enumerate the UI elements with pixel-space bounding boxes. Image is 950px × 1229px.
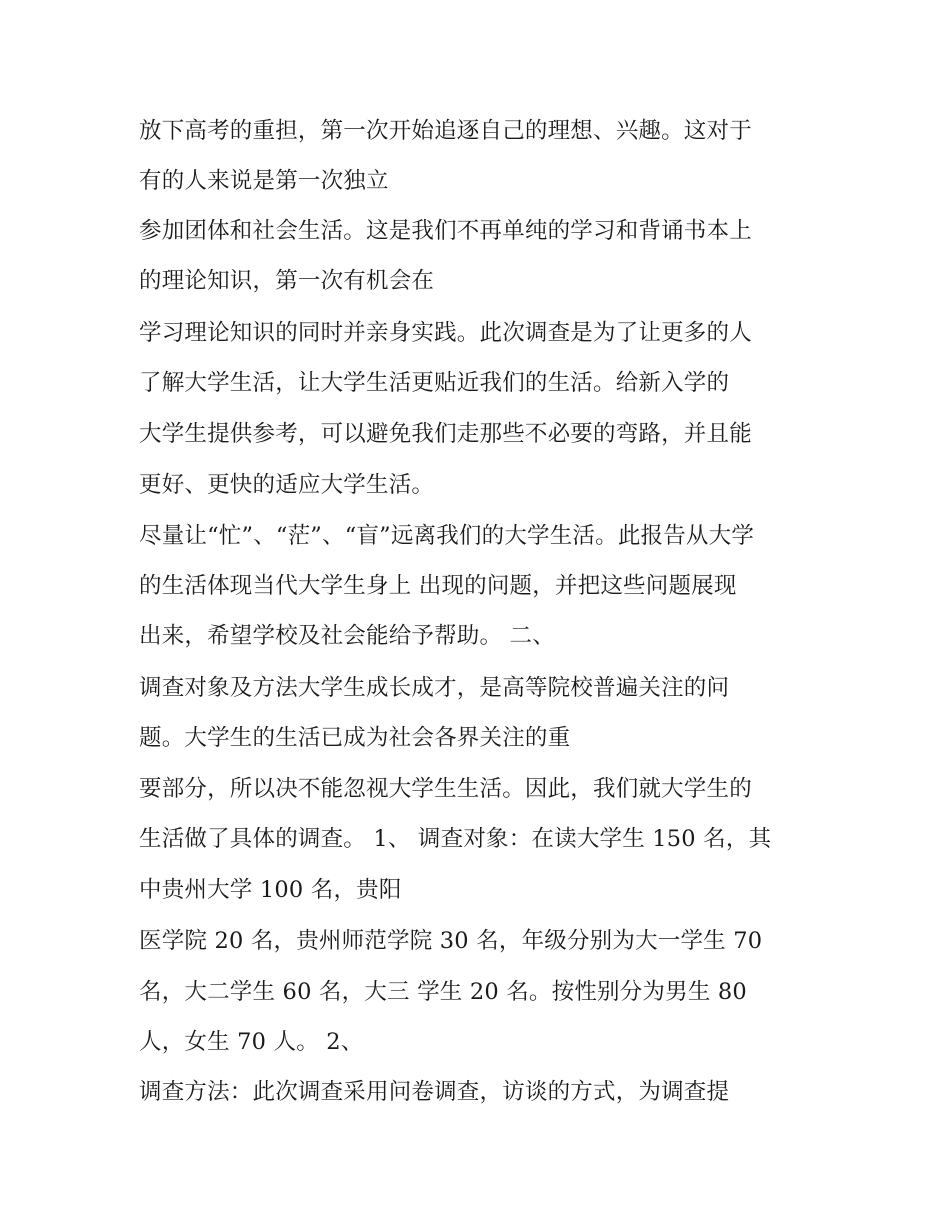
text-line: 学习理论知识的同时并亲身实践。此次调查是为了让更多的人 [139, 320, 752, 346]
text-line: 调查方法：此次调查采用问卷调查，访谈的方式，为调查提 [139, 1079, 730, 1105]
text-line: 医学院 20 名，贵州师范学院 30 名，年级分别为大一学生 70 [139, 928, 763, 954]
text-line: 中贵州大学 100 名，贵阳 [139, 877, 402, 903]
text-line: 放下高考的重担，第一次开始追逐自己的理想、兴趣。这对于 [139, 118, 752, 144]
text-line: 尽量让“忙”、“茫”、“盲”远离我们的大学生活。此报告从大学 [139, 523, 755, 549]
text-line: 的生活体现当代大学生身上 出现的问题，并把这些问题展现 [139, 573, 737, 599]
text-line: 参加团体和社会生活。这是我们不再单纯的学习和背诵书本上 [139, 218, 752, 244]
text-line: 更好、更快的适应大学生活。 [139, 472, 435, 498]
text-line: 题。大学生的生活已成为社会各界关注的重 [139, 725, 571, 751]
text-line: 的理论知识，第一次有机会在 [139, 268, 435, 294]
text-line: 出来，希望学校及社会能给予帮助。 二、 [139, 623, 555, 649]
text-line: 生活做了具体的调查。 1、 调查对象：在读大学生 150 名，其 [139, 826, 772, 852]
text-line: 调查对象及方法大学生成长成才，是高等院校普遍关注的问 [139, 675, 730, 701]
text-line: 名，大二学生 60 名，大三 学生 20 名。按性别分为男生 80 [139, 979, 747, 1005]
text-line: 人，女生 70 人。 2、 [139, 1029, 364, 1055]
text-line: 了解大学生活，让大学生活更贴近我们的生活。给新入学的 [139, 370, 730, 396]
text-line: 有的人来说是第一次独立 [139, 168, 389, 194]
text-line: 大学生提供参考，可以避免我们走那些不必要的弯路，并且能 [139, 421, 752, 447]
text-line: 要部分，所以决不能忽视大学生生活。因此，我们就大学生的 [139, 776, 752, 802]
